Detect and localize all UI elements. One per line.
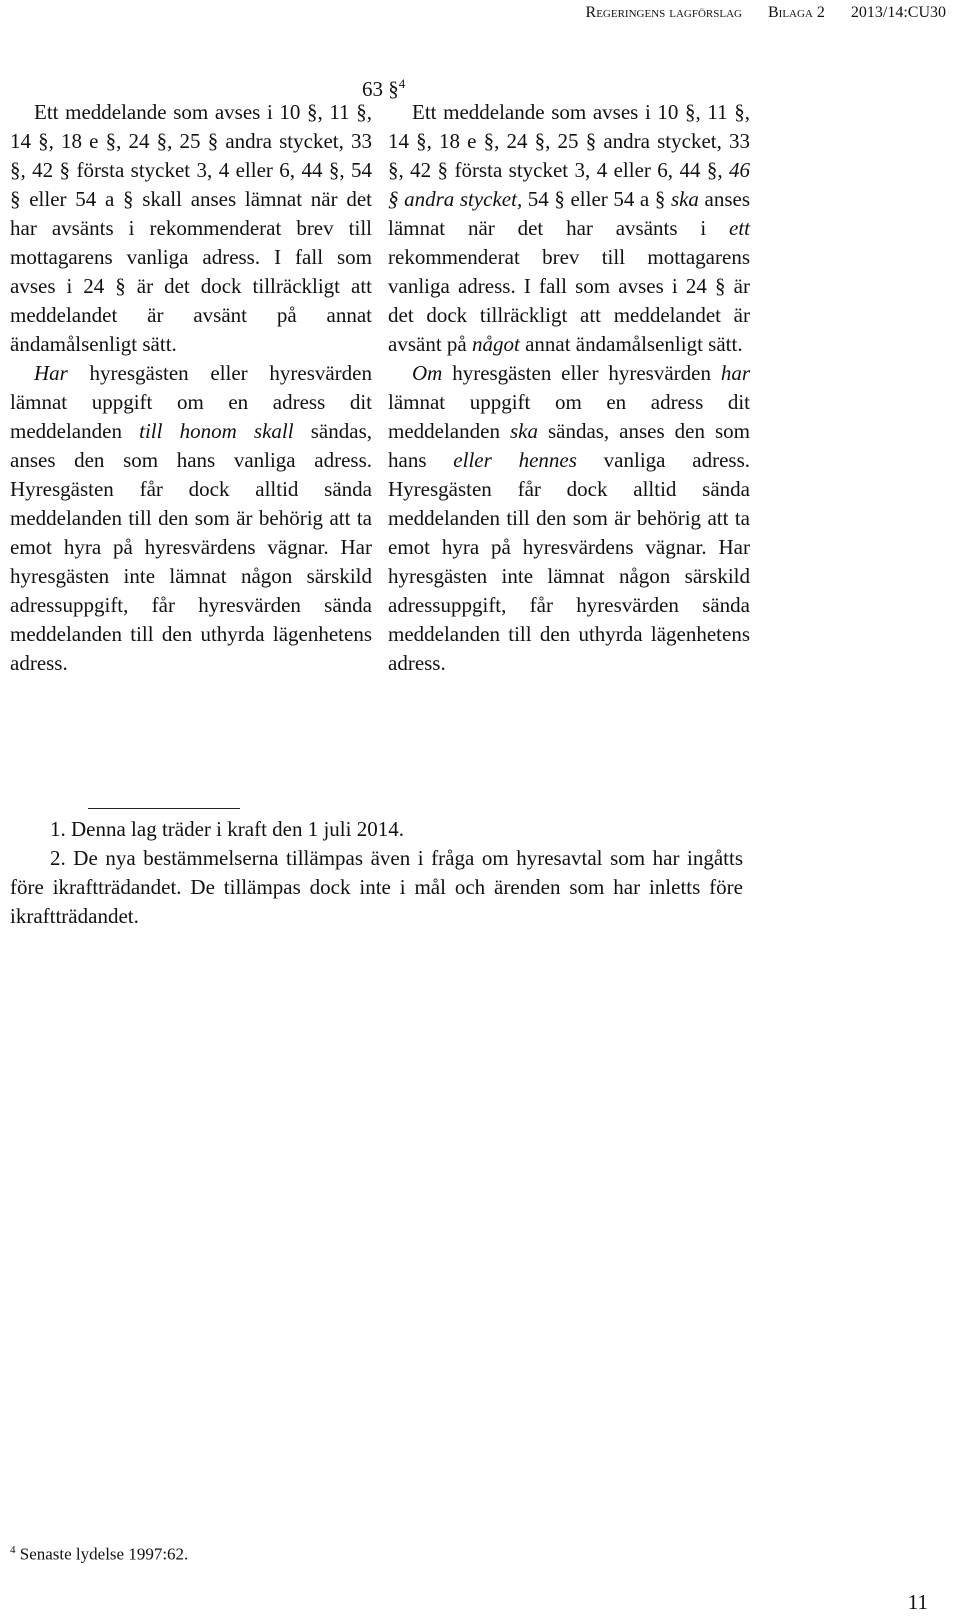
proposed-p1-italic-h: något: [471, 332, 520, 356]
footnote-text: Senaste lydelse 1997:62.: [15, 1544, 189, 1564]
proposed-p2-text-h: vanliga adress. Hyresgästen får dock alltid sända meddelanden till den som är behörig att ta emot hyra på hyresvärdens vägnar. Har hyresgästen inte lämnat någon särskild adressuppgift, får hyresvärden sända meddelanden till den uthyrda lägenhetens adress.: [388, 448, 751, 675]
proposed-p2-italic-e: ska: [509, 419, 538, 443]
transitional-item-1: 1. Denna lag träder i kraft den 1 juli 2014.: [50, 817, 404, 841]
transitional-divider: [88, 808, 240, 809]
page-header: [564, 4, 946, 22]
current-p2-text-b: hyresgästen eller hyresvärden lämnat uppgift om en adress dit meddelanden: [10, 361, 372, 443]
proposed-p2-text-f: sändas, anses den som hans: [388, 419, 750, 472]
header-reference: 2013/14:CU30: [850, 4, 946, 21]
proposed-p1-italic-d: ska: [670, 187, 699, 211]
proposed-p1-text-a: Ett meddelande som avses i 10 §, 11 §, 14 §, 18 e §, 24 §, 25 § andra stycket, 33 §, 42 § första stycket 3, 4 eller 6, 44 §,: [388, 100, 750, 182]
footnote: [10, 1544, 188, 1565]
proposed-p1-italic-f: ett: [729, 216, 750, 240]
current-p2-text-d: sändas, anses den som hans vanliga adress. Hyresgästen får dock alltid sända meddelanden till den som är behörig att ta emot hyra på hyresvärdens vägnar. Har hyresgästen inte lämnat någon särskild adressuppgift, får hyresvärden sända meddelanden till den uthyrda lägenhetens adress.: [10, 419, 372, 675]
page-number: 11: [907, 1590, 928, 1614]
proposed-p1-text-e: anses lämnat när det har avsänts i: [388, 187, 751, 240]
proposed-p1-text-c: 54 § eller 54 a §: [522, 187, 671, 211]
header-annex: Bilaga 2: [767, 4, 825, 21]
proposed-paragraph-2: [388, 359, 750, 678]
proposed-p1-italic-b: 46 § andra stycket,: [388, 158, 750, 211]
current-p2-italic-c: till honom skall: [139, 419, 294, 443]
proposed-p2-italic-g: eller hennes: [453, 448, 577, 472]
transitional-item-2: 2. De nya bestämmelserna tillämpas även i fråga om hyresavtal som har ingåtts före ikraftträdandet. De tillämpas dock inte i mål och ärenden som har inletts före ikraftträdandet.: [10, 846, 743, 928]
current-paragraph-1: Ett meddelande som avses i 10 §, 11 §, 14 §, 18 e §, 24 §, 25 § andra stycket, 33 §, 42 § första stycket 3, 4 eller 6, 44 §, 54 § eller 54 a § skall anses lämnat när det har avsänts i rekommenderat brev till mottagarens vanliga adress. I fall som avses i 24 § är det dock tillräckligt att meddelandet är avsänt på annat ändamålsenligt sätt.: [10, 100, 372, 356]
proposed-p2-text-b: hyresgästen eller hyresvärden: [442, 361, 721, 385]
current-paragraph-2: [10, 359, 372, 678]
header-publisher: Regeringens lagförslag: [585, 4, 742, 21]
transitional-provisions: [10, 815, 743, 931]
current-wording-column: [10, 98, 372, 678]
current-p2-italic-a: Har: [34, 361, 68, 385]
section-number: 63 §: [362, 77, 399, 101]
proposed-p2-text-d: lämnat uppgift om en adress dit meddelanden: [388, 390, 750, 443]
proposed-p2-italic-c: har: [720, 361, 750, 385]
proposed-wording-column: [388, 98, 750, 678]
proposed-paragraph-1: [388, 98, 750, 359]
proposed-p2-italic-a: Om: [412, 361, 443, 385]
proposed-p1-text-i: annat ändamålsenligt sätt.: [519, 332, 743, 356]
proposed-p1-text-g: rekommenderat brev till mottagarens vanliga adress. I fall som avses i 24 § är det dock tillräckligt att meddelandet är avsänt på: [388, 245, 750, 356]
footnote-mark: 4: [10, 1544, 16, 1556]
section-footnote-mark: 4: [398, 76, 406, 91]
